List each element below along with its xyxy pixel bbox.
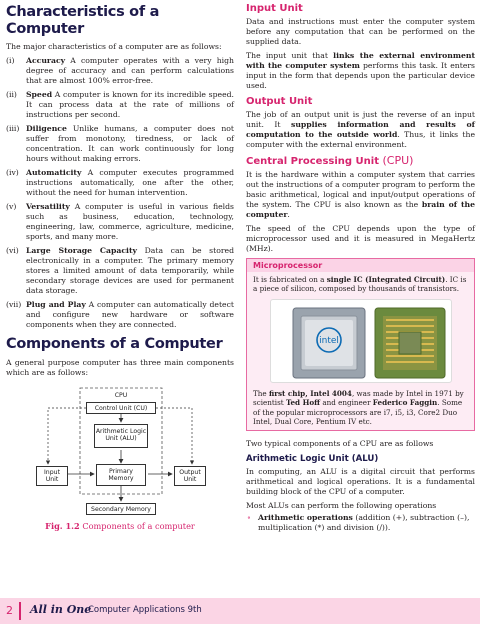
components-diagram — [6, 384, 234, 518]
microprocessor-para-2: The first chip, Intel 4004, was made by Intel in 1971 by scientist Ted Hoff and engineer Federico Faggin. Some of the popular microprocessors are i7, i5, i3, Core2 Duo Intel, Dual Core, Pentium IV etc. — [253, 388, 464, 427]
characteristics-heading: Characteristics of a Computer — [6, 4, 160, 37]
list-item: ∘ Arithmetic operations (addition (+), subtraction (–), multiplication (*) and division (/)). — [247, 513, 470, 533]
page-footer — [0, 598, 480, 624]
output-unit-heading: Output Unit — [246, 96, 313, 107]
svg-text:intel: intel — [318, 335, 339, 346]
cpu-chip-icon — [271, 300, 453, 384]
primary-memory-box: Primary Memory — [96, 464, 146, 486]
input-unit-box: Input Unit — [36, 466, 68, 486]
components-heading: Components of a Computer — [6, 336, 223, 352]
microprocessor-heading: Microprocessor — [247, 259, 474, 272]
footer-divider — [19, 602, 21, 620]
two-components-text: Two typical components of a CPU are as follows — [246, 439, 434, 449]
list-item: (i) Accuracy A computer operates with a very high degree of accuracy and can perform calculations that are almost 100% error-free. — [6, 56, 234, 85]
input-unit-heading: Input Unit — [246, 3, 303, 14]
page-number: 2 — [6, 604, 13, 617]
output-unit-box: Output Unit — [174, 466, 206, 486]
alu-para-2: Most ALUs can perform the following operations — [246, 501, 437, 511]
alu-heading: Arithmetic Logic Unit (ALU) — [246, 454, 379, 465]
list-item: (iv) Automaticity A computer executes programmed instructions automatically, one after the other, without the need for human intervention. — [6, 168, 234, 197]
list-item: (v) Versatility A computer is useful in various fields such as business, education, technology, engineering, law, commerce, agriculture, medicine, sports, and many more. — [6, 202, 234, 241]
characteristics-intro: The major characteristics of a computer are as follows: — [6, 42, 222, 51]
list-item: (ii) Speed A computer is known for its incredible speed. It can process data at the rate of millions of instructions per second. — [6, 90, 234, 119]
cpu-para-1: It is the hardware within a computer system that carries out the instructions of a computer program to perform the basic arithmetical, logical and input/output operations of the system. The CPU is also known as the brain of the computer. — [246, 170, 475, 219]
alu-para-1: In computing, an ALU is a digital circuit that performs arithmetical and logical operations. It is a fundamental building block of the CPU of a computer. — [246, 467, 475, 497]
cpu-para-2: The speed of the CPU depends upon the type of microprocessor used and it is measured in MegaHertz (MHz). — [246, 224, 475, 253]
control-unit-box: Control Unit (CU) — [86, 402, 156, 414]
cpu-label: CPU — [114, 392, 128, 399]
components-intro: A general purpose computer has three main components which are as follows: — [6, 358, 234, 377]
secondary-memory-box: Secondary Memory — [86, 503, 156, 515]
cpu-heading: Central Processing Unit (CPU) — [246, 154, 414, 167]
alu-box: Arithmetic Logic Unit (ALU) — [94, 424, 148, 448]
list-item: (vii) Plug and Play A computer can automatically detect and configure new hardware or software components when they are connected. — [6, 300, 234, 329]
right-column — [246, 2, 475, 533]
cpu-chip-photo — [270, 299, 452, 383]
output-unit-para: The job of an output unit is just the reverse of an input unit. It supplies information and results of computation to the outside world. Thus, it links the computer with the external environment. — [246, 110, 476, 149]
left-column — [6, 4, 234, 531]
list-item: (iii) Diligence Unlike humans, a computer does not suffer from monotony, tiredness, or lack of concentration. It can work continuously for long hours without making errors. — [6, 124, 234, 163]
characteristics-list — [6, 56, 234, 330]
book-subject: Computer Applications 9th — [88, 605, 202, 615]
input-unit-para-1: Data and instructions must enter the computer system before any computation that can be performed on the supplied data. — [246, 17, 475, 46]
microprocessor-box — [246, 258, 475, 431]
book-logo: All in One — [30, 603, 92, 616]
alu-operations-list — [246, 513, 475, 533]
figure-caption: Fig. 1.2 Components of a computer — [45, 521, 195, 531]
input-unit-para-2: The input unit that links the external environment with the computer system performs this task. It enters input in the form that depends upon the particular device used. — [246, 51, 476, 90]
bullet-icon: ∘ — [247, 513, 251, 523]
microprocessor-para-1: It is fabricated on a single IC (Integrated Circuit). IC is a piece of silicon, composed by thousands of transistors. — [253, 275, 467, 294]
list-item: (vi) Large Storage Capacity Data can be stored electronically in a computer. The primary memory stores a limited amount of data temporarily, while secondary storage devices are used for permanent data storage. — [6, 246, 234, 295]
